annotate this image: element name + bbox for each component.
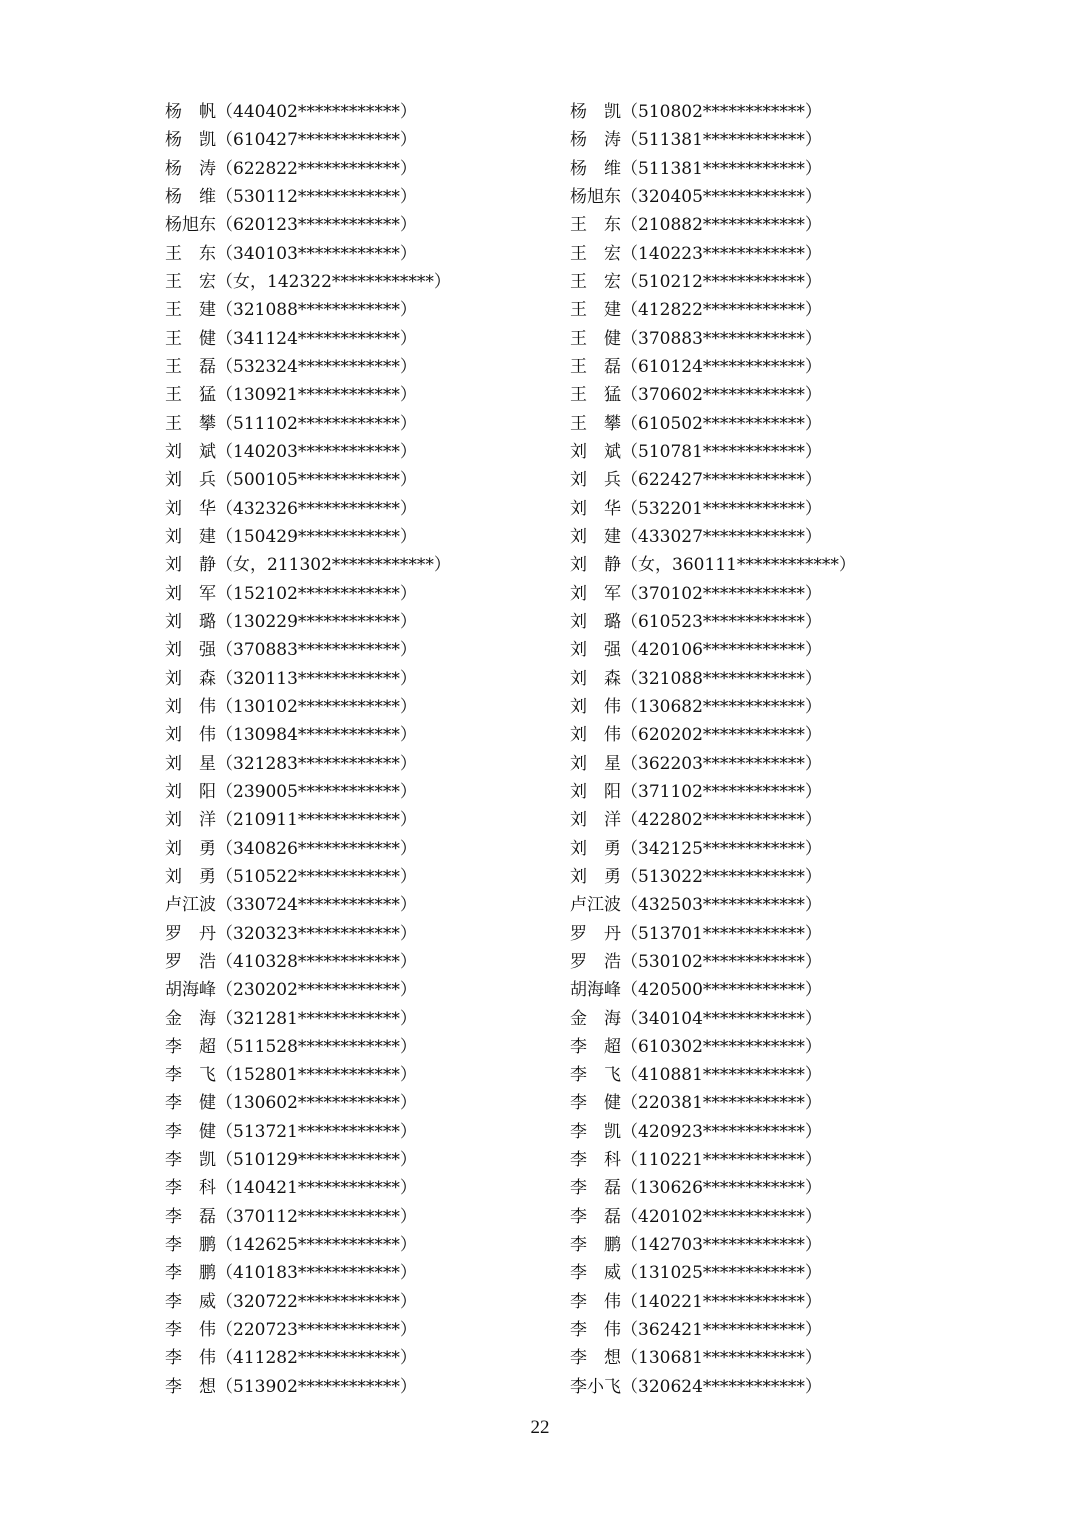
- name-entry: 李 磊（420102************）: [570, 1206, 822, 1227]
- name-entry: 杨旭东（320405************）: [570, 186, 822, 207]
- name-entry: 王 猛（370602************）: [570, 385, 822, 406]
- name-entry: 李 鹏（142625************）: [165, 1235, 417, 1256]
- name-list-right-column: [570, 98, 930, 1401]
- name-entry: 李 超（610302************）: [570, 1036, 822, 1057]
- name-entry: 李 超（511528************）: [165, 1036, 417, 1057]
- name-entry: 王 宏（510212************）: [570, 271, 822, 292]
- name-entry: 杨 涛（622822************）: [165, 158, 417, 179]
- name-entry: 刘 洋（210911************）: [165, 810, 417, 831]
- name-entry: 刘 勇（342125************）: [570, 838, 822, 859]
- name-entry: 刘 洋（422802************）: [570, 810, 822, 831]
- name-entry: 李 鹏（142703************）: [570, 1235, 822, 1256]
- name-entry: 杨 凯（610427************）: [165, 130, 417, 151]
- name-entry: 刘 星（362203************）: [570, 753, 822, 774]
- name-entry: 刘 伟（130682************）: [570, 696, 822, 717]
- name-entry: 杨 维（511381************）: [570, 158, 822, 179]
- name-entry: 李 威（131025************）: [570, 1263, 822, 1284]
- name-entry: 李 科（110221************）: [570, 1150, 822, 1171]
- name-entry: 刘 华（432326************）: [165, 498, 417, 519]
- name-entry: 李 飞（152801************）: [165, 1065, 417, 1086]
- name-entry: 刘 勇（510522************）: [165, 866, 417, 887]
- name-entry: 刘 兵（622427************）: [570, 470, 822, 491]
- name-entry: 刘 阳（239005************）: [165, 781, 417, 802]
- name-entry: 刘 森（320113************）: [165, 668, 417, 689]
- name-entry: 杨 凯（510802************）: [570, 102, 822, 122]
- name-entry: 杨 涛（511381************）: [570, 130, 822, 151]
- name-entry: 罗 丹（513701************）: [570, 923, 822, 944]
- name-entry: 刘 静（女，360111************）: [570, 555, 856, 576]
- name-entry: 卢江波（330724************）: [165, 895, 417, 916]
- name-entry: 刘 璐（130229************）: [165, 611, 417, 632]
- name-entry: 刘 璐（610523************）: [570, 611, 822, 632]
- name-entry: 杨 帆（440402************）: [165, 102, 417, 122]
- name-entry: 王 东（210882************）: [570, 215, 822, 236]
- name-entry: 王 攀（511102************）: [165, 413, 417, 434]
- name-entry: 李 磊（130626************）: [570, 1178, 822, 1199]
- name-entry: 刘 强（420106************）: [570, 640, 822, 661]
- name-entry: 李 磊（370112************）: [165, 1206, 417, 1227]
- name-entry: 李 想（513902************）: [165, 1376, 417, 1397]
- name-entry: 李 伟（140221************）: [570, 1291, 822, 1312]
- name-entry: 胡海峰（420500************）: [570, 980, 822, 1001]
- name-entry: 杨旭东（620123************）: [165, 215, 417, 236]
- name-entry: 李 伟（220723************）: [165, 1320, 417, 1341]
- name-entry: 王 健（370883************）: [570, 328, 822, 349]
- name-entry: 刘 建（150429************）: [165, 526, 417, 547]
- name-entry: 王 攀（610502************）: [570, 413, 822, 434]
- name-entry: 王 建（412822************）: [570, 300, 822, 321]
- name-entry: 李 威（320722************）: [165, 1291, 417, 1312]
- name-entry: 王 宏（女，142322************）: [165, 271, 451, 292]
- name-entry: 李 鹏（410183************）: [165, 1263, 417, 1284]
- name-entry: 李 科（140421************）: [165, 1178, 417, 1199]
- name-entry: 李 伟（362421************）: [570, 1320, 822, 1341]
- name-entry: 李 凯（420923************）: [570, 1121, 822, 1142]
- name-entry: 刘 阳（371102************）: [570, 781, 822, 802]
- name-entry: 李小飞（320624************）: [570, 1376, 822, 1397]
- name-entry: 杨 维（530112************）: [165, 186, 417, 207]
- name-entry: 刘 星（321283************）: [165, 753, 417, 774]
- name-entry: 李 想（130681************）: [570, 1348, 822, 1369]
- name-entry: 刘 华（532201************）: [570, 498, 822, 519]
- name-entry: 王 东（340103************）: [165, 243, 417, 264]
- name-entry: 金 海（340104************）: [570, 1008, 822, 1029]
- name-entry: 李 健（130602************）: [165, 1093, 417, 1114]
- name-entry: 王 健（341124************）: [165, 328, 417, 349]
- name-entry: 刘 森（321088************）: [570, 668, 822, 689]
- name-entry: 罗 丹（320323************）: [165, 923, 417, 944]
- name-entry: 刘 斌（510781************）: [570, 441, 822, 462]
- name-entry: 李 凯（510129************）: [165, 1150, 417, 1171]
- name-entry: 刘 静（女，211302************）: [165, 555, 451, 576]
- name-entry: 刘 斌（140203************）: [165, 441, 417, 462]
- name-list-left-column: [165, 98, 525, 1401]
- name-entry: 王 磊（610124************）: [570, 356, 822, 377]
- name-entry: 刘 伟（130102************）: [165, 696, 417, 717]
- name-entry: 刘 军（370102************）: [570, 583, 822, 604]
- name-entry: 刘 勇（340826************）: [165, 838, 417, 859]
- name-entry: 李 健（513721************）: [165, 1121, 417, 1142]
- name-entry: 王 建（321088************）: [165, 300, 417, 321]
- name-entry: 罗 浩（410328************）: [165, 951, 417, 972]
- name-entry: 刘 伟（130984************）: [165, 725, 417, 746]
- name-entry: 王 磊（532324************）: [165, 356, 417, 377]
- name-entry: 卢江波（432503************）: [570, 895, 822, 916]
- name-entry: 罗 浩（530102************）: [570, 951, 822, 972]
- name-entry: 李 伟（411282************）: [165, 1348, 417, 1369]
- name-entry: 金 海（321281************）: [165, 1008, 417, 1029]
- name-entry: 李 健（220381************）: [570, 1093, 822, 1114]
- name-entry: 刘 军（152102************）: [165, 583, 417, 604]
- name-entry: 刘 强（370883************）: [165, 640, 417, 661]
- name-entry: 李 飞（410881************）: [570, 1065, 822, 1086]
- name-entry: 刘 兵（500105************）: [165, 470, 417, 491]
- name-entry: 王 猛（130921************）: [165, 385, 417, 406]
- page-number: 22: [530, 1417, 550, 1438]
- name-entry: 刘 伟（620202************）: [570, 725, 822, 746]
- name-entry: 刘 建（433027************）: [570, 526, 822, 547]
- name-entry: 胡海峰（230202************）: [165, 980, 417, 1001]
- name-entry: 刘 勇（513022************）: [570, 866, 822, 887]
- name-entry: 王 宏（140223************）: [570, 243, 822, 264]
